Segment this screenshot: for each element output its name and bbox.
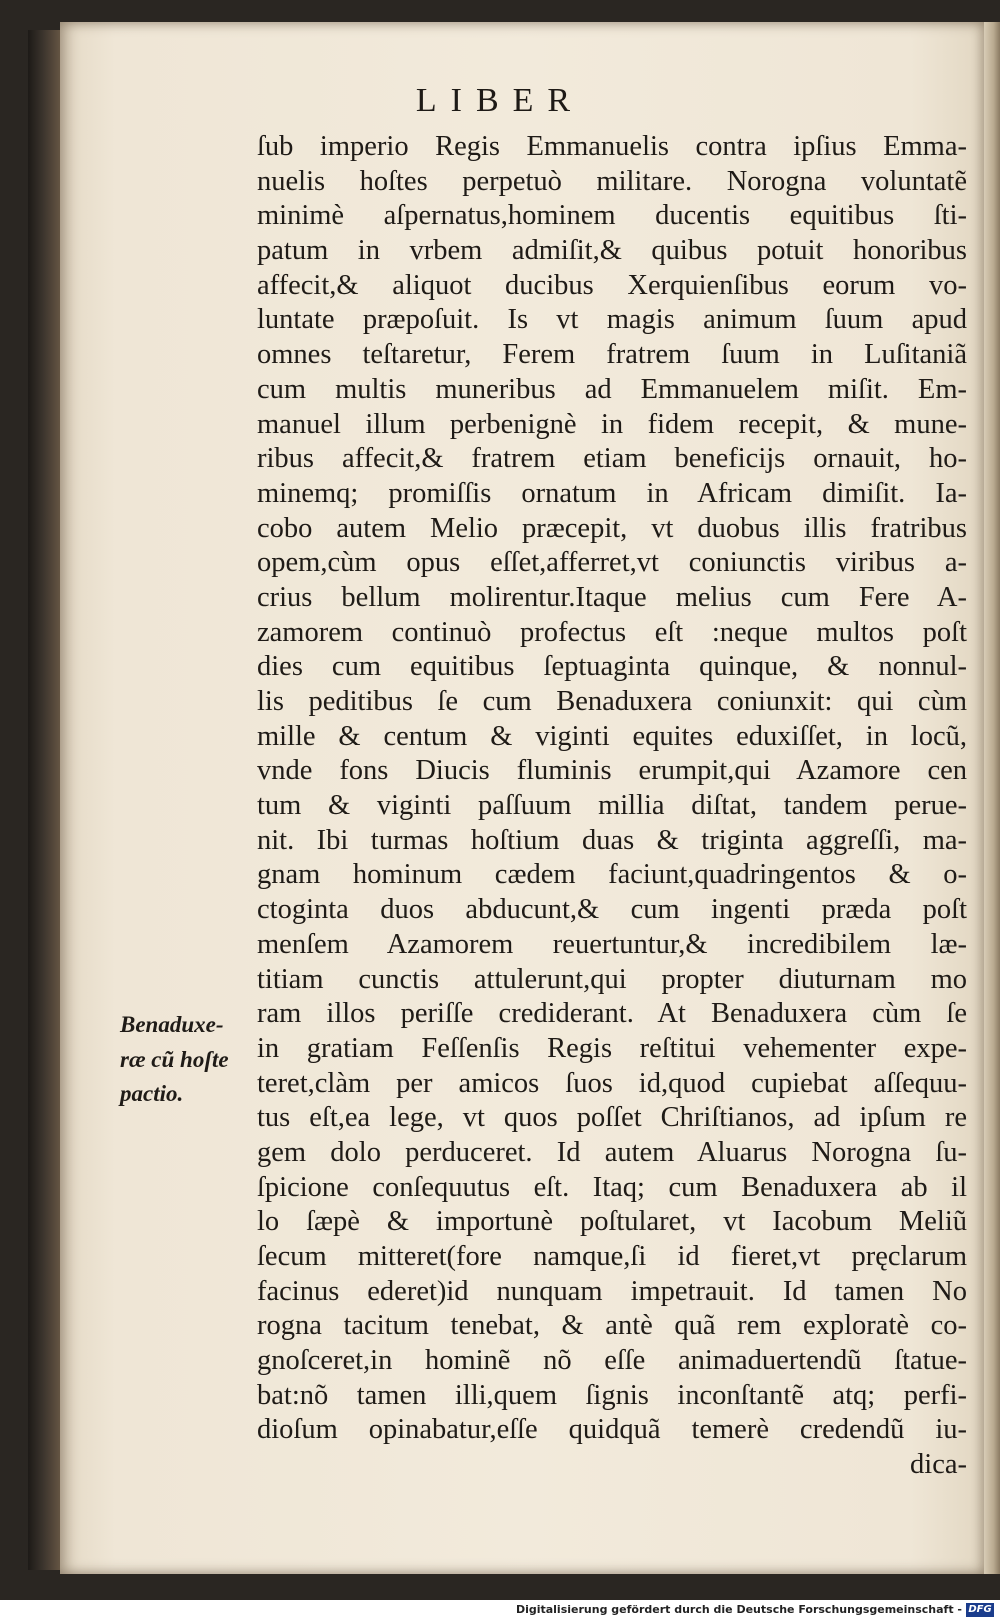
text-line: ſecum mitteret(fore namque,ſi id fieret,vt pręclarum [257, 1241, 967, 1272]
dfg-logo: DFG [966, 1603, 994, 1617]
book-spine-edge [28, 30, 64, 1570]
margin-note [120, 1008, 260, 1112]
text-line: gem dolo perduceret. Id autem Aluarus Norogna ſu- [257, 1136, 967, 1168]
text-line: tus eſt,ea lege, vt quos poſſet Chriſtianos, ad ipſum re [257, 1102, 967, 1134]
text-line: minimè aſpernatus,hominem ducentis equitibus ſti- [257, 200, 967, 232]
text-line: cobo autem Melio præcepit, vt duobus illis fratribus [257, 512, 967, 544]
text-line: facinus ederet)id nunquam impetrauit. Id tamen No [257, 1275, 967, 1307]
text-line: nuelis hoſtes perpetuò militare. Norogna voluntatẽ [257, 165, 967, 197]
text-line: tum & viginti paſſuum millia diſtat, tandem perue- [257, 790, 967, 822]
margin-note-line: pactio. [120, 1081, 184, 1107]
text-line: ſpicione conſequutus eſt. Itaq; cum Benaduxera ab il [257, 1171, 967, 1203]
footer-bar [0, 1600, 1000, 1621]
text-line: in gratiam Feſſenſis Regis reſtitui vehementer expe- [257, 1032, 967, 1064]
text-line: dioſum opinabatur,eſſe quidquã temerè credendũ iu- [257, 1414, 967, 1446]
margin-note-line: ræ cũ hoſte [120, 1046, 229, 1072]
text-line: omnes teſtaretur, Ferem fratrem ſuum in Luſitaniã [257, 339, 967, 371]
text-line: lis peditibus ſe cum Benaduxera coniunxit: qui cùm [257, 686, 967, 717]
text-line: minemq; promiſſis ornatum in Africam dimiſit. Ia- [257, 477, 967, 509]
text-line: ribus affecit,& fratrem etiam beneficijs ornauit, ho- [257, 443, 967, 475]
text-line: rogna tacitum tenebat, & antè quã rem exploratè co- [257, 1310, 967, 1342]
text-line: ram illos periſſe crediderant. At Benaduxera cùm ſe [257, 998, 967, 1030]
text-line: ctoginta duos abducunt,& cum ingenti præda poſt [257, 894, 967, 926]
running-head [0, 82, 1000, 120]
running-head-title: LIBER [415, 82, 585, 119]
text-line: titiam cunctis attulerunt,qui propter diuturnam mo [257, 963, 967, 995]
text-line: crius bellum molirentur.Itaque melius cum Fere A- [257, 581, 967, 613]
text-line: manuel illum perbenignè in fidem recepit, & mune- [257, 408, 967, 440]
page-edge [984, 22, 1000, 1574]
text-line: gnam hominum cædem faciunt,quadringentos & o- [257, 859, 967, 891]
text-line: ſub imperio Regis Emmanuelis contra ipſius Emma- [257, 131, 967, 162]
text-line: dies cum equitibus ſeptuaginta quinque, & nonnul- [257, 651, 967, 683]
body-text [257, 130, 967, 1483]
text-line: cum multis muneribus ad Emmanuelem miſit. Em- [257, 373, 967, 405]
text-line: patum in vrbem admiſit,& quibus potuit honoribus [257, 235, 967, 267]
text-line: luntate præpoſuit. Is vt magis animum ſuum apud [257, 304, 967, 336]
text-line: affecit,& aliquot ducibus Xerquienſibus eorum vo- [257, 269, 967, 301]
text-line: dica- [910, 1449, 967, 1481]
text-line: menſem Azamorem reuertuntur,& incredibilem læ- [257, 928, 967, 960]
text-line: mille & centum & viginti equites eduxiſſet, in locũ, [257, 720, 967, 752]
text-line: teret,clàm per amicos ſuos id,quod cupiebat aſſequu- [257, 1067, 967, 1099]
margin-note-line: Benaduxe- [120, 1012, 224, 1037]
text-line: gnoſceret,in hominẽ nõ eſſe animaduertendũ ſtatue- [257, 1345, 967, 1377]
footer-credit: Digitalisierung gefördert durch die Deutsche Forschungsgemeinschaft - [515, 1603, 962, 1616]
text-line: zamorem continuò profectus eſt :neque multos poſt [257, 616, 967, 648]
text-line: opem,cùm opus eſſet,afferret,vt coniunctis viribus a- [257, 547, 967, 579]
text-line: bat:nõ tamen illi,quem ſignis inconſtantẽ atq; perfi- [257, 1379, 967, 1411]
text-line: nit. Ibi turmas hoſtium duas & triginta aggreſſi, ma- [257, 824, 967, 856]
text-line: lo ſæpè & importunè poſtularet, vt Iacobum Meliũ [257, 1206, 967, 1238]
text-line: vnde fons Diucis fluminis erumpit,qui Azamore cen [257, 755, 967, 787]
